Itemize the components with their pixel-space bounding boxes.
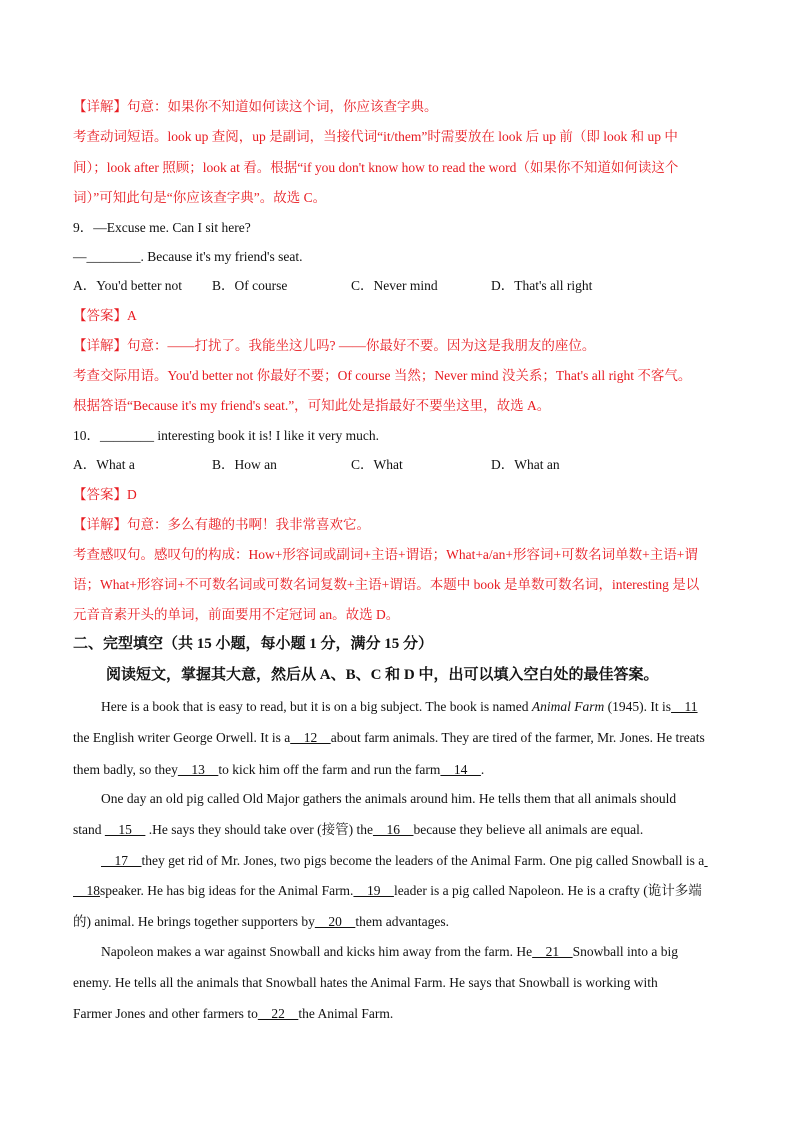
passage-line [73, 728, 727, 748]
passage-line [101, 697, 727, 717]
q9-detail [73, 336, 595, 356]
passage-line [101, 851, 727, 871]
blank-18: 18 [73, 883, 100, 898]
blank-17: 17 [101, 853, 142, 868]
q9-explanation-2: 根据答语“Because it's my friend's seat.”，可知此处是指最好不要坐这里，故选 A。 [73, 398, 551, 413]
passage-text: .He says they should take over (接管) the [145, 822, 373, 837]
detail-text: 句意：——打扰了。我能坐这儿吗? ——你最好不要。因为这是我朋友的座位。 [127, 338, 596, 353]
passage-text: Farmer Jones and other farmers to [73, 1006, 258, 1021]
answer-value: A [127, 308, 137, 323]
q8-explanation-3: 词）”可知此句是“你应该查字典”。故选 C。 [73, 190, 327, 205]
blank-19: 19 [353, 883, 394, 898]
q8-explanation-2: 间）；look after 照顾；look at 看。根据“if you don't know how to read the word（如果你不知道如何读这个 [73, 160, 679, 175]
passage-text: Snowball into a big [572, 944, 678, 959]
passage-text: the Animal Farm. [298, 1006, 394, 1021]
passage-text: stand [73, 822, 105, 837]
q10-option-c: C．What [351, 457, 403, 472]
q10-option-b: B．How an [212, 457, 277, 472]
q10-option-a: A．What a [73, 457, 135, 472]
passage-line [101, 942, 727, 962]
q9-option-d: D．That's all right [491, 278, 593, 293]
blank-18-start [704, 853, 707, 868]
blank-21: 21 [532, 944, 573, 959]
passage-text: 的) animal. He brings together supporters by [73, 914, 315, 929]
detail-text: 句意：多么有趣的书啊！我非常喜欢它。 [127, 517, 370, 532]
q9-option-c: C．Never mind [351, 278, 438, 293]
passage-text: speaker. He has big ideas for the Animal Farm. [100, 883, 354, 898]
passage-line: enemy. He tells all the animals that Snowball hates the Animal Farm. He says that Snowball is working with [73, 975, 658, 990]
blank-12: 12 [290, 730, 331, 745]
answer-label: 【答案】 [73, 308, 127, 323]
blank-16: 16 [372, 822, 414, 837]
passage-line [73, 820, 727, 840]
passage-text: them badly, so they [73, 762, 178, 777]
passage-text: the English writer George Orwell. It is a [73, 730, 291, 745]
blank-15: 15 [104, 822, 146, 837]
detail-label: 【详解】 [73, 338, 127, 353]
q9-option-a: A．You'd better not [73, 278, 183, 293]
blank-22: 22 [257, 1006, 299, 1021]
q8-explanation-1: 考查动词短语。look up 查阅，up 是副词，当接代词“it/them”时需要放在 look 后 up 前（即 look 和 up 中 [73, 129, 678, 144]
detail-label: 【详解】 [73, 99, 127, 114]
q10-explanation-1: 考查感叹句。感叹句的构成：How+形容词或副词+主语+谓语；What+a/an+形容词+可数名词单数+主语+谓 [73, 547, 698, 562]
q8-detail [73, 97, 438, 117]
answer-label: 【答案】 [73, 487, 127, 502]
section-title: 二、完型填空（共 15 小题，每小题 1 分，满分 15 分） [73, 636, 434, 652]
passage-text: Napoleon makes a war against Snowball and kicks him away from the farm. He [101, 944, 533, 959]
q9-option-b: B．Of course [212, 278, 288, 293]
q10-option-d: D．What an [491, 457, 560, 472]
q9-answer [73, 306, 137, 326]
book-title: Animal Farm [531, 699, 605, 714]
passage-line [73, 1004, 727, 1024]
detail-label: 【详解】 [73, 517, 127, 532]
q10-detail [73, 515, 370, 535]
q10-stem: 10．________ interesting book it is! I like it very much. [73, 428, 379, 443]
answer-value: D [127, 487, 137, 502]
q9-explanation-1: 考查交际用语。You'd better not 你最好不要；Of course 当然；Never mind 没关系；That's all right 不客气。 [73, 368, 692, 383]
passage-text: (1945). It is [604, 699, 672, 714]
q10-explanation-2: 语；What+形容词+不可数名词或可数名词复数+主语+谓语。本题中 book 是单数可数名词，interesting 是以 [73, 577, 700, 592]
q10-explanation-3: 元音音素开头的单词，前面要用不定冠词 an。故选 D。 [73, 607, 400, 622]
passage-text: . [480, 762, 485, 777]
passage-text: to kick him off the farm and run the farm [218, 762, 441, 777]
blank-11: 11 [671, 699, 698, 714]
passage-text: because they believe all animals are equal. [413, 822, 644, 837]
q9-stem-2: —________. Because it's my friend's seat. [73, 249, 303, 264]
passage-text: leader is a pig called Napoleon. He is a crafty (诡计多端 [393, 883, 702, 898]
passage-text: them advantages. [355, 914, 450, 929]
q10-answer [73, 485, 137, 505]
passage-text: Here is a book that is easy to read, but it is on a big subject. The book is named [101, 699, 532, 714]
passage-line [73, 912, 727, 932]
passage-text: about farm animals. They are tired of the farmer, Mr. Jones. He treats [330, 730, 705, 745]
blank-20: 20 [314, 914, 356, 929]
detail-text: 句意：如果你不知道如何读这个词，你应该查字典。 [127, 99, 438, 114]
passage-line [73, 881, 727, 901]
q9-stem-1: 9．—Excuse me. Can I sit here? [73, 220, 251, 235]
blank-13: 13 [177, 762, 219, 777]
passage-line: One day an old pig called Old Major gathers the animals around him. He tells them that all animals should [101, 791, 677, 806]
passage-line [73, 760, 727, 780]
blank-14: 14 [440, 762, 481, 777]
passage-text: they get rid of Mr. Jones, two pigs become the leaders of the Animal Farm. One pig called Snowball is a [141, 853, 705, 868]
section-instruction: 阅读短文，掌握其大意，然后从 A、B、C 和 D 中，出可以填入空白处的最佳答案。 [106, 667, 659, 683]
